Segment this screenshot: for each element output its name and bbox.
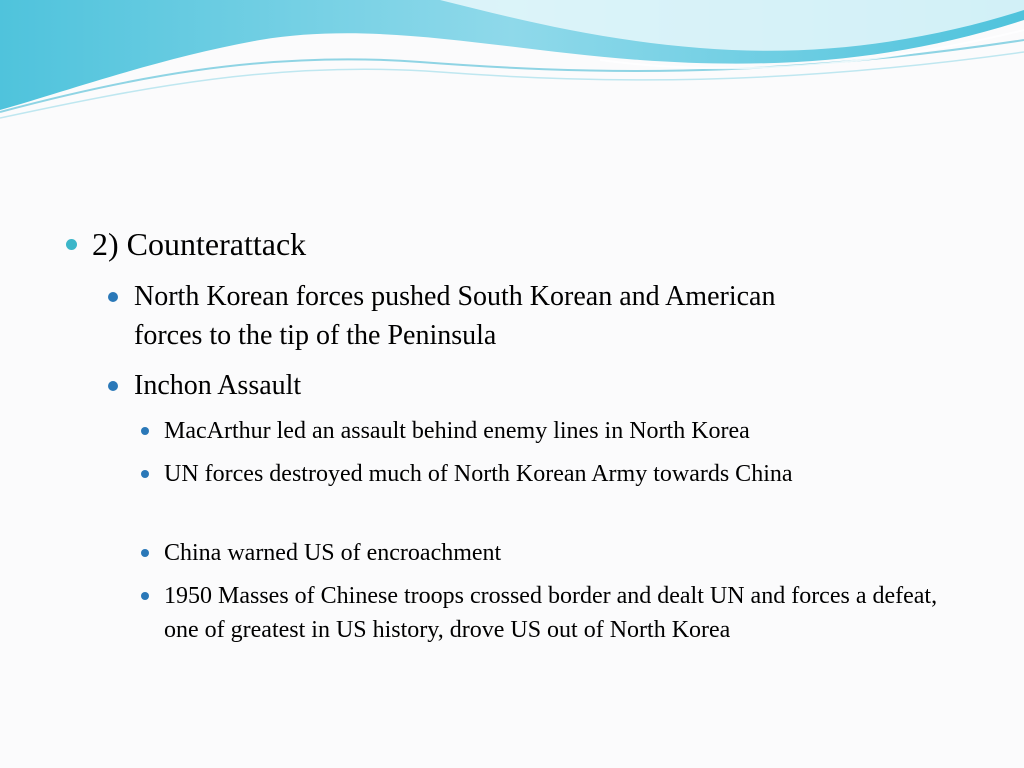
bullet-text: China warned US of encroachment bbox=[164, 540, 502, 566]
bullet-item-level3 bbox=[164, 579, 964, 647]
bullet-item-level3 bbox=[164, 536, 984, 570]
bullet-item-level3 bbox=[164, 414, 984, 448]
bullet-text: Inchon Assault bbox=[134, 370, 302, 401]
bullet-dot-icon bbox=[66, 239, 77, 250]
bullet-item-level1 bbox=[92, 226, 972, 262]
bullet-dot-icon bbox=[108, 292, 118, 302]
bullet-text: North Korean forces pushed South Korean and American forces to the tip of the Peninsula bbox=[134, 281, 776, 351]
bullet-text: UN forces destroyed much of North Korean Army towards China bbox=[164, 461, 793, 487]
bullet-dot-icon bbox=[141, 470, 149, 478]
bullet-text: 2) Counterattack bbox=[92, 226, 307, 262]
bullet-text: 1950 Masses of Chinese troops crossed border and dealt UN and forces a defeat, one of greatest in US history, drove US out of North Korea bbox=[164, 583, 938, 643]
bullet-text: MacArthur led an assault behind enemy lines in North Korea bbox=[164, 418, 750, 444]
bullet-item-level2 bbox=[134, 277, 834, 355]
bullet-dot-icon bbox=[108, 381, 118, 391]
bullet-dot-icon bbox=[141, 592, 149, 600]
bullet-dot-icon bbox=[141, 549, 149, 557]
bullet-item-level2 bbox=[134, 366, 934, 405]
bullet-item-level3 bbox=[164, 457, 934, 491]
bullet-dot-icon bbox=[141, 427, 149, 435]
